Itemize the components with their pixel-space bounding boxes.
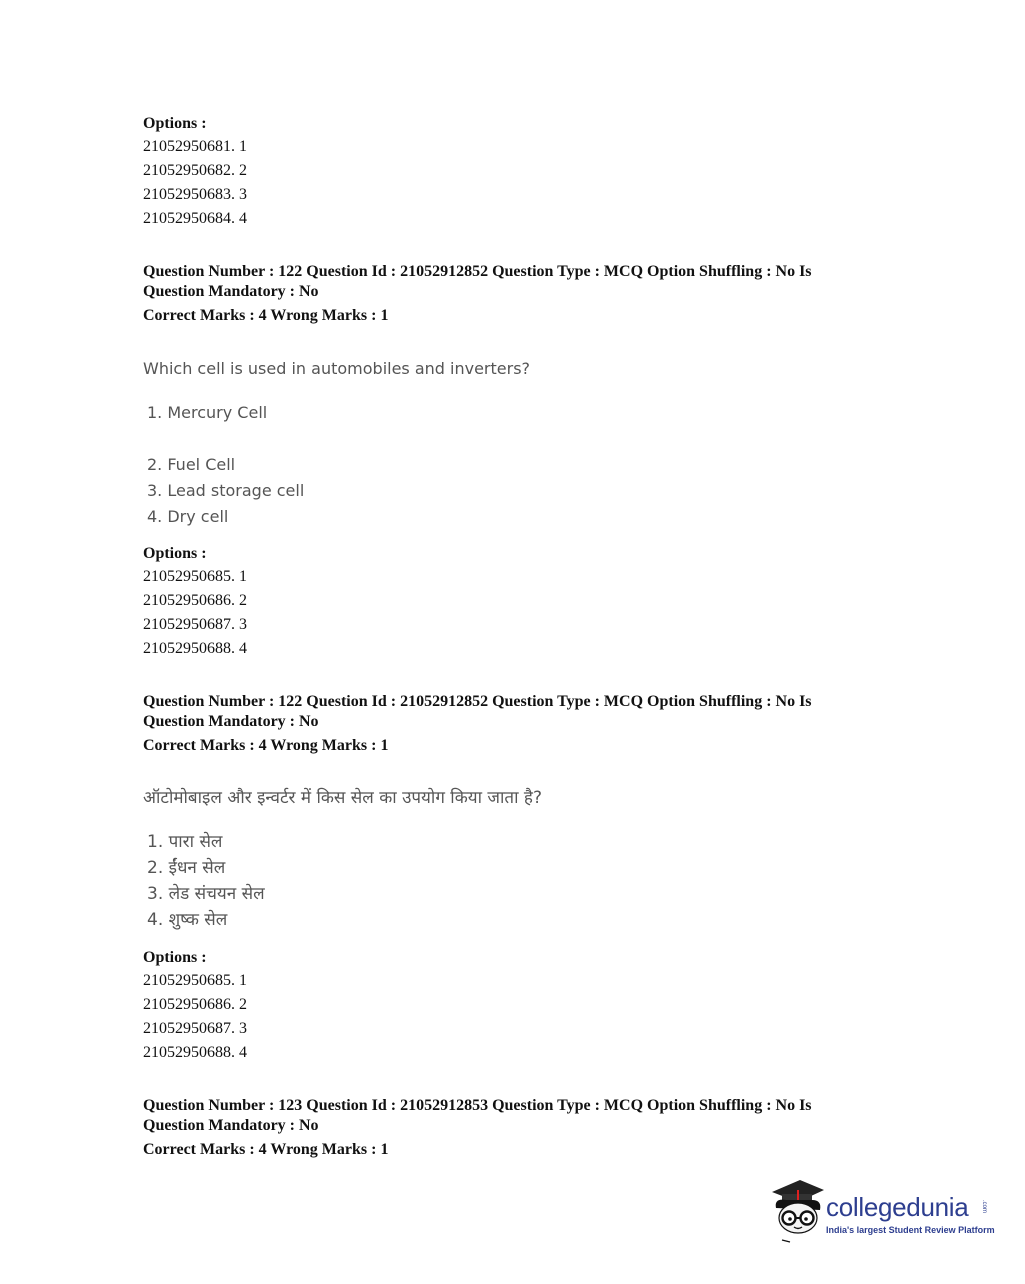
marks-line: Correct Marks : 4 Wrong Marks : 1 (143, 1141, 389, 1158)
question-text-122-hi (143, 786, 903, 810)
choice-item: 2. ईंधन सेल (147, 858, 226, 878)
options-block-122-en (143, 542, 903, 661)
options-title: Options : (143, 949, 207, 966)
option-line: 21052950687. 3 (143, 616, 247, 633)
option-line: 21052950688. 4 (143, 640, 247, 657)
question-text-122-en (143, 357, 903, 381)
choice-item: 4. शुष्क सेल (147, 910, 228, 930)
option-line: 21052950688. 4 (143, 1044, 247, 1061)
option-line: 21052950681. 1 (143, 138, 247, 155)
options-block-prev (143, 112, 903, 231)
question-block-122-hi (143, 692, 903, 758)
question-header-line1: Question Number : 122 Question Id : 21052912852 Question Type : MCQ Option Shuffling : No Is (143, 263, 812, 280)
question-block-123 (143, 1096, 903, 1162)
question-text: Which cell is used in automobiles and inverters? (143, 359, 531, 378)
question-header (143, 262, 903, 302)
logo-suffix: .com (981, 1200, 987, 1214)
choice-item: 2. Fuel Cell (147, 455, 236, 474)
choice-list-122-hi (143, 829, 903, 933)
question-block-122-en (143, 262, 903, 328)
options-title: Options : (143, 115, 207, 132)
option-line: 21052950686. 2 (143, 996, 247, 1013)
option-line: 21052950687. 3 (143, 1020, 247, 1037)
question-text: ऑटोमोबाइल और इन्वर्टर में किस सेल का उपयोग किया जाता है? (143, 788, 542, 808)
question-header (143, 692, 903, 732)
choice-item: 1. Mercury Cell (147, 403, 268, 422)
question-header-line2: Question Mandatory : No (143, 1117, 319, 1134)
option-line: 21052950684. 4 (143, 210, 247, 227)
option-line: 21052950685. 1 (143, 972, 247, 989)
logo-wordmark: collegedunia (826, 1192, 969, 1222)
option-line: 21052950682. 2 (143, 162, 247, 179)
choice-list-122-en-rest (143, 452, 903, 530)
option-line: 21052950686. 2 (143, 592, 247, 609)
question-header-line2: Question Mandatory : No (143, 283, 319, 300)
choice-item: 3. Lead storage cell (147, 481, 305, 500)
option-line: 21052950685. 1 (143, 568, 247, 585)
options-title: Options : (143, 545, 207, 562)
question-header-line1: Question Number : 122 Question Id : 21052912852 Question Type : MCQ Option Shuffling : No Is (143, 693, 812, 710)
question-header (143, 1096, 903, 1136)
options-block-122-hi (143, 946, 903, 1065)
choice-item: 3. लेड संचयन सेल (147, 884, 265, 904)
marks-line: Correct Marks : 4 Wrong Marks : 1 (143, 307, 389, 324)
option-line: 21052950683. 3 (143, 186, 247, 203)
question-header-line1: Question Number : 123 Question Id : 21052912853 Question Type : MCQ Option Shuffling : No Is (143, 1097, 812, 1114)
logo-tagline: India's largest Student Review Platform (826, 1225, 995, 1235)
graduate-mascot-icon (768, 1178, 828, 1248)
marks-line: Correct Marks : 4 Wrong Marks : 1 (143, 737, 389, 754)
question-header-line2: Question Mandatory : No (143, 713, 319, 730)
choice-list-122-en (143, 400, 903, 426)
collegedunia-logo (768, 1178, 998, 1248)
choice-item: 1. पारा सेल (147, 832, 223, 852)
choice-item: 4. Dry cell (147, 507, 229, 526)
